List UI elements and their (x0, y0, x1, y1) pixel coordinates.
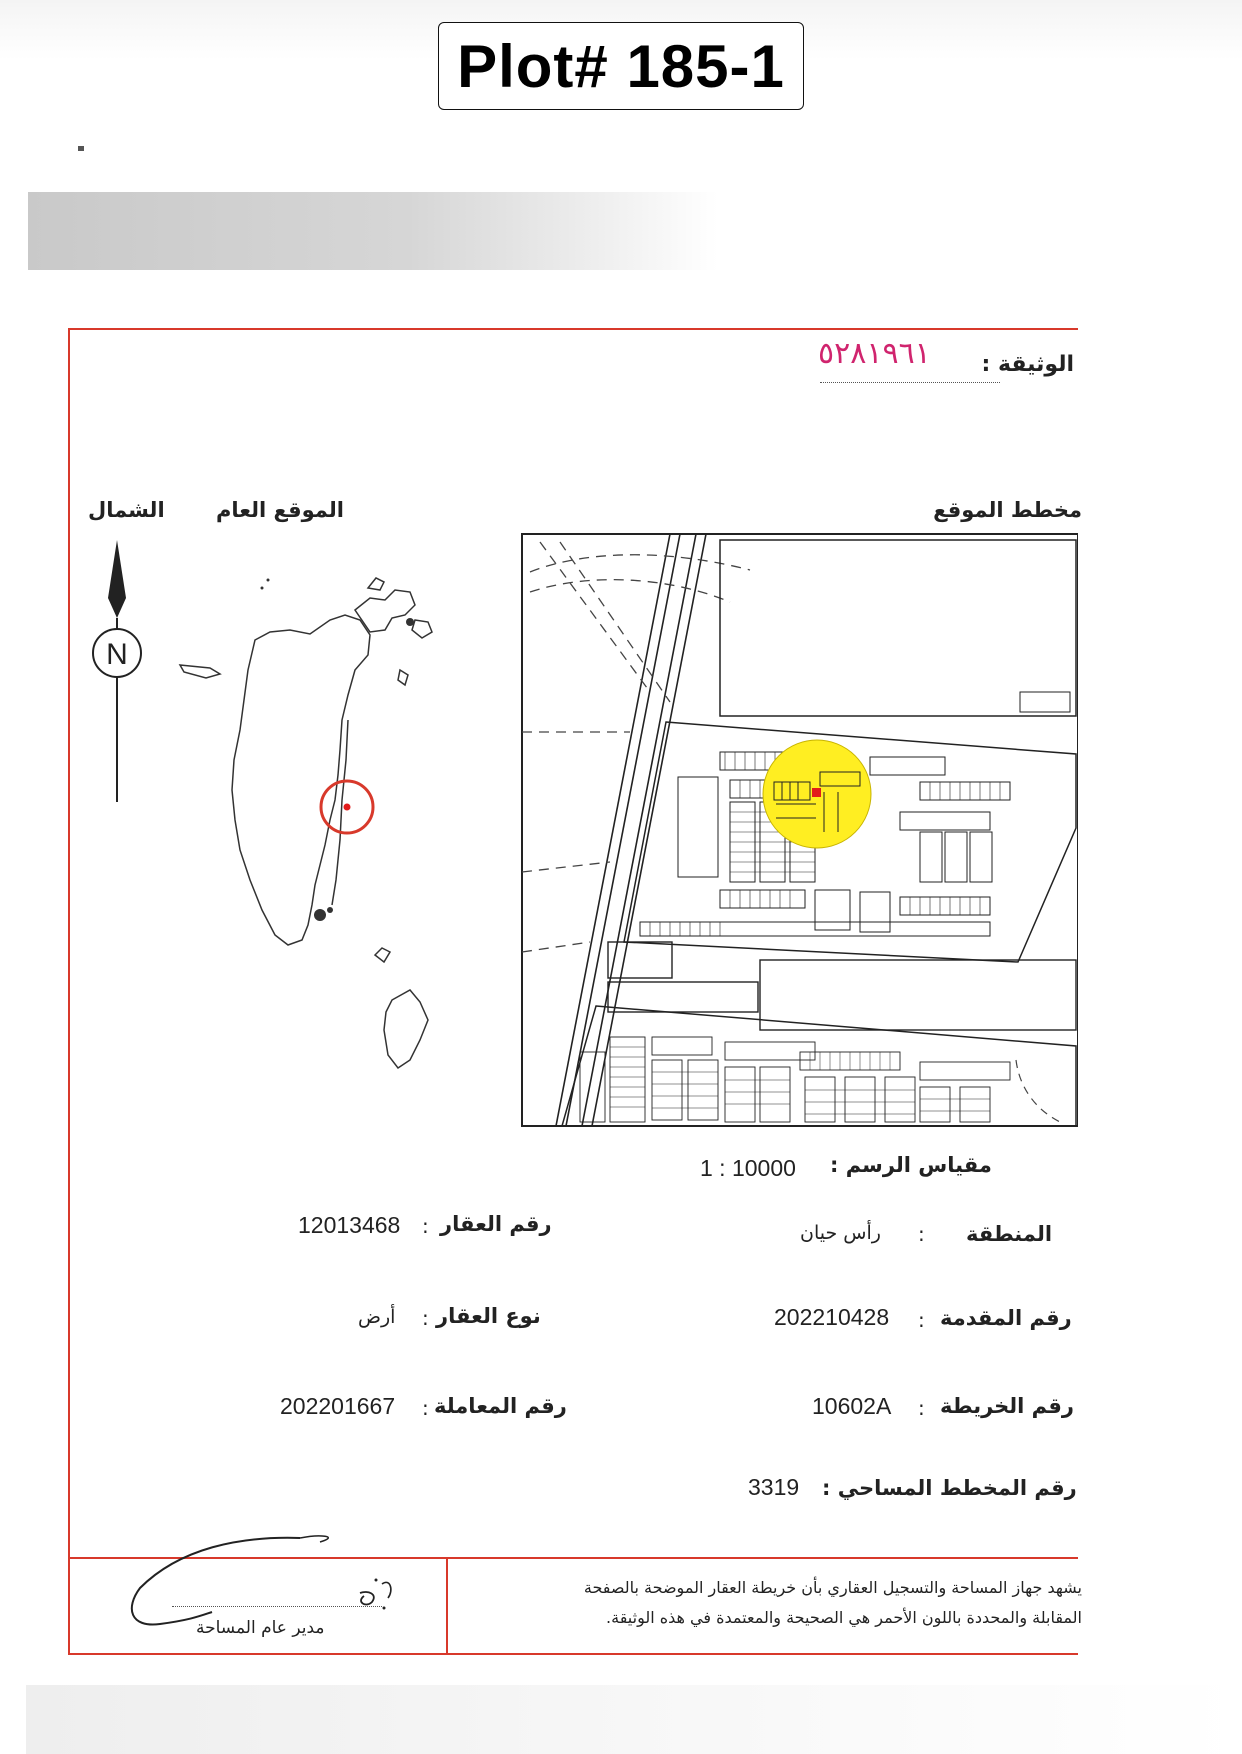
map-number-value: 10602A (812, 1393, 892, 1419)
map-number-label: رقم الخريطة (940, 1394, 1074, 1418)
document-dotted-line (820, 382, 1000, 383)
site-plan-heading: مخطط الموقع (933, 498, 1082, 522)
document-label: الوثيقة : (981, 352, 1074, 377)
plot-title: Plot# 185-1 (457, 32, 785, 100)
area-value: رأس حيان (800, 1222, 881, 1244)
north-heading: الشمال (88, 498, 165, 522)
site-plan-map (520, 532, 1078, 1128)
survey-plan-value: 3319 (748, 1474, 800, 1500)
plot-title-box (438, 22, 804, 110)
footer-vertical-divider (446, 1557, 448, 1655)
signature-mark (120, 1498, 410, 1638)
property-type-label: نوع العقار (436, 1304, 541, 1328)
area-label: المنطقة (966, 1222, 1053, 1246)
general-location-map (170, 560, 470, 1080)
property-number-colon: : (422, 1214, 429, 1238)
property-number-value: 12013468 (298, 1212, 401, 1238)
transaction-number-colon: : (422, 1396, 429, 1420)
survey-plan-label: رقم المخطط المساحي : (822, 1476, 1077, 1500)
map-number-colon: : (918, 1396, 925, 1420)
north-letter: N (106, 638, 128, 671)
scan-gray-band (28, 192, 718, 270)
scale-value: 1 : 10000 (700, 1155, 796, 1181)
application-number-value: 202210428 (774, 1304, 890, 1330)
property-type-value: أرض (358, 1306, 396, 1328)
certification-line-1: يشهد جهاز المساحة والتسجيل العقاري بأن خريطة العقار الموضحة بالصفحة (583, 1578, 1082, 1597)
scan-speck (78, 146, 84, 151)
scan-edge-bottom (26, 1685, 1242, 1754)
property-type-colon: : (422, 1306, 429, 1330)
application-number-colon: : (918, 1308, 925, 1332)
document-number: ٥٢٨١٩٦١ (818, 336, 931, 371)
scale-label: مقياس الرسم : (830, 1153, 992, 1177)
certification-line-2: المقابلة والمحددة باللون الأحمر هي الصحيحة والمعتمدة في هذه الوثيقة. (606, 1608, 1082, 1627)
area-colon: : (918, 1222, 925, 1246)
general-location-heading: الموقع العام (216, 498, 344, 522)
north-arrow-icon (82, 536, 152, 806)
application-number-label: رقم المقدمة (940, 1306, 1072, 1330)
property-number-label: رقم العقار (440, 1212, 552, 1236)
signatory-title: مدير عام المساحة (196, 1618, 325, 1638)
transaction-number-value: 202201667 (280, 1393, 396, 1419)
signature-dotted-line (172, 1606, 382, 1607)
transaction-number-label: رقم المعاملة (434, 1394, 567, 1418)
